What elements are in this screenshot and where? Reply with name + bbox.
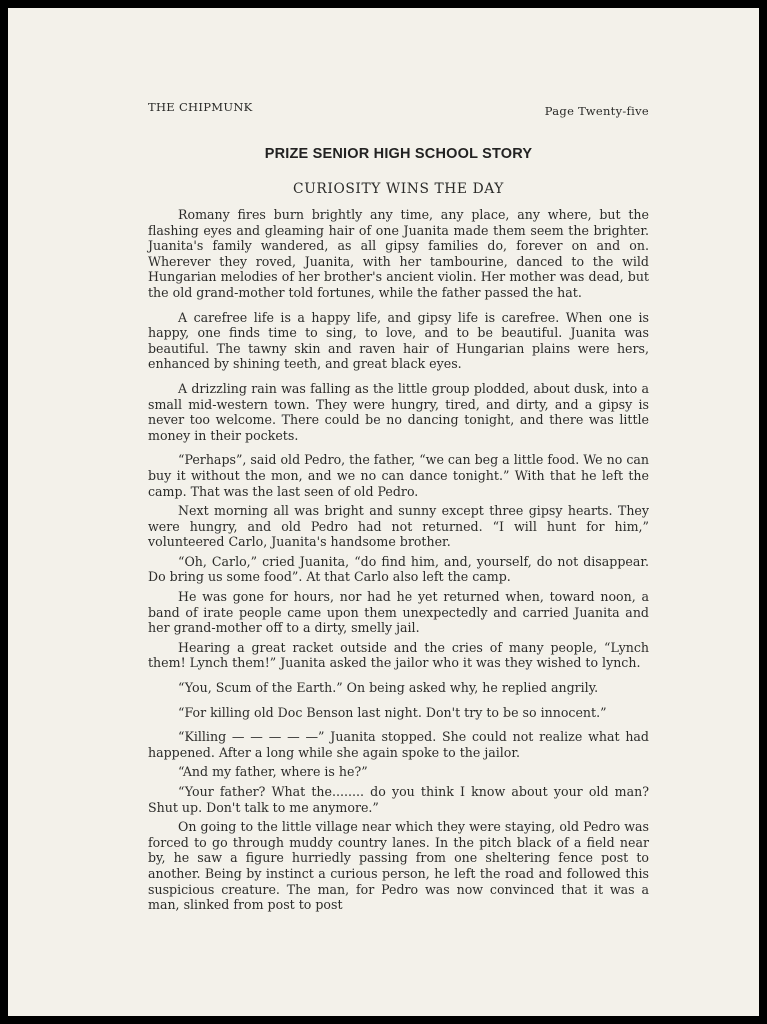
paragraph: Next morning all was bright and sunny except three gipsy hearts. They were hungry, and old Pedro had not returned. “I will hunt for him,” volunteered Carlo, Juanita's handsome brother. — [148, 503, 649, 550]
paragraph: “Killing — — — — —” Juanita stopped. She could not realize what had happened. After a long while she again spoke to the jailor. — [148, 729, 649, 760]
paragraph: A drizzling rain was falling as the little group plodded, about dusk, into a small mid-western town. They were hungry, tired, and dirty, and a gipsy is never too welcome. There could be no dancing tonight, and there was little money in their pockets. — [148, 380, 649, 443]
paragraph: “And my father, where is he?” — [178, 764, 368, 780]
paragraph: “Your father? What the........ do you think I know about your old man? Shut up. Don't talk to me anymore.” — [148, 784, 649, 815]
page-number: Page Twenty-five — [544, 104, 649, 118]
story-category-heading: PRIZE SENIOR HIGH SCHOOL STORY — [264, 146, 533, 162]
paragraph: “For killing old Doc Benson last night. Don't try to be so innocent.” — [178, 704, 607, 720]
publication-name: THE CHIPMUNK — [148, 100, 253, 114]
paragraph: On going to the little village near which they were staying, old Pedro was forced to go through muddy country lanes. In the pitch black of a field near by, he saw a figure hurriedly passing from one sheltering fence post to another. Being by instinct a curious person, he left the road and followed this suspicious creature. The man, for Pedro was now convinced that it was a man, slinked from post to post — [148, 819, 649, 913]
paragraph: Romany fires burn brightly any time, any place, any where, but the flashing eyes and gleaming hair of one Juanita made them seem the brighter. Juanita's family wandered, as all gipsy families do, forever on and on. Wherever they roved, Juanita, with her tambourine, danced to the wild Hungarian melodies of her brother's ancient violin. Her mother was dead, but the old grand-mother told fortunes, while the father passed the hat. — [148, 207, 649, 300]
story-title: CURIOSITY WINS THE DAY — [293, 181, 504, 197]
story-body — [148, 207, 649, 917]
paragraph: A carefree life is a happy life, and gipsy life is carefree. When one is happy, one finds time to sing, to love, and to be beautiful. Juanita was beautiful. The tawny skin and raven hair of Hungarian plains were hers, enhanced by shining teeth, and great black eyes. — [148, 309, 649, 372]
paragraph: “Oh, Carlo,” cried Juanita, “do find him, and, yourself, do not disappear. Do bring us some food”. At that Carlo also left the camp. — [148, 553, 649, 585]
paragraph: “Perhaps”, said old Pedro, the father, “we can beg a little food. We no can buy it without the mon, and we no can dance tonight.” With that he left the camp. That was the last seen of old Pedro. — [148, 452, 649, 499]
paragraph: He was gone for hours, nor had he yet returned when, toward noon, a band of irate people came upon them unexpectedly and carried Juanita and her grand-mother off to a dirty, smelly jail. — [148, 589, 649, 636]
page — [8, 8, 759, 1016]
paragraph: Hearing a great racket outside and the cries of many people, “Lynch them! Lynch them!” Juanita asked the jailor who it was they wished to lynch. — [148, 639, 649, 671]
paragraph: “You, Scum of the Earth.” On being asked why, he replied angrily. — [178, 680, 599, 696]
running-header — [148, 100, 649, 118]
